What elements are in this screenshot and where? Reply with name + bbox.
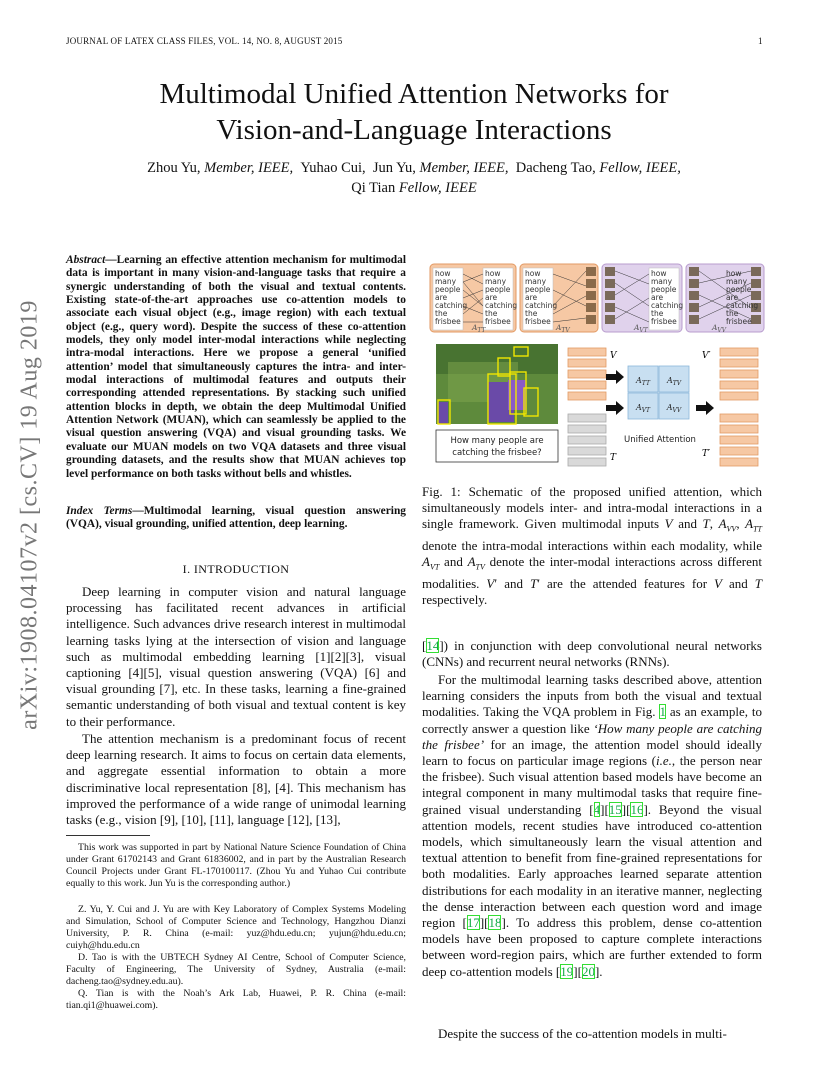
word-token: frisbee <box>525 317 551 326</box>
index-terms-label: Index Terms <box>66 505 133 517</box>
word-token: are <box>651 293 664 302</box>
feature-bar <box>568 370 606 378</box>
figure-caption: Fig. 1: Schematic of the proposed unified attention, which simultaneously models inter- and intra-modal interactions in a single framework. Given multimodal inputs V and T, $A_{VV}$, $A_{TT}$ denote the intra-modal interactions within each modality, while $A_{VT}$ and $A_{TV}$ denote the inter-modal interactions across different modalities. V′ and T′ are the attended features for V and T respectively. <box>422 484 763 608</box>
word-token: many <box>485 277 507 286</box>
question-line-1: How many people are <box>450 436 544 446</box>
feature-bar <box>720 392 758 400</box>
matrix-atv: $A_{TV}$ <box>666 376 682 387</box>
title-line-1: Multimodal Unified Attention Networks for <box>159 78 669 110</box>
feature-bar <box>720 359 758 367</box>
label-v-prime: V′ <box>702 351 711 361</box>
word-token: many <box>435 277 457 286</box>
label-t-prime: T′ <box>702 449 711 459</box>
word-token: the <box>726 309 739 318</box>
word-token: catching <box>435 301 468 310</box>
index-terms <box>66 505 406 532</box>
feature-bar <box>720 425 758 433</box>
body-paragraph-attention: For the multimodal learning tasks described above, attention learning considers the inputs from both the visual and textual modalities. Taking the VQA problem in Fig. 1 as an example, to correctly answer a question like ‘How many people are catching the frisbee’ for an image, the attention model should ideally learn to focus on particular image regions (i.e., the person near the frisbee). Such visual attention based models have become an integral component in many multimodal tasks that require fine-grained visual understanding [4][15][16]. Beyond the visual attention models, recent studies have introduced co-attention models, which simultaneously learn the visual attention and textual attention to benefit from fine-grained representations for both modalities. Early approaches learned separate attention distributions for each modality in an iterative manner, neglecting the dense interaction between each question word and image region [17][18]. To address this problem, dense co-attention models have been proposed to capture complete interactions between word-region pairs, which are further extended to form deep co-attention models [19][20]. <box>422 672 763 979</box>
author-name: Jun Yu, <box>372 160 416 176</box>
feature-bar <box>720 458 758 466</box>
body-paragraph-continuation: [14]) in conjunction with deep convolutional neural networks (CNNs) and recurrent neural networks (RNNs). <box>422 638 762 670</box>
text-features-t <box>568 414 606 466</box>
intro-paragraph-1: Deep learning in computer vision and natural language processing has facilitated recent advances in artificial intelligence. Such advances drive research interest in multimodal learning tasks lying at the intersection of vision and language such as multimodal embedding learning [1][2][3], visual captioning [4][5], visual question answering (VQA) [6] and visual grounding [7], etc. In these tasks, learning a fine-grained semantic understanding of both visual and textual content is key to their performance. <box>66 584 406 729</box>
figure-1-schematic <box>428 262 766 474</box>
author-name: Qi Tian <box>351 180 396 196</box>
feature-bar <box>720 370 758 378</box>
word-token: many <box>726 277 748 286</box>
footnote-funding: This work was supported in part by National Nature Science Foundation of China under Grant 61702143 and Grant 61836002, and in part by the Australian Research Council Projects under Grant FL-170100117. (Zhou Yu and Yuhao Cui contribute equally to this work. Jun Yu is the corresponding author.) <box>66 842 406 889</box>
word-token: catching <box>485 301 518 310</box>
question-box <box>436 430 558 462</box>
author-name: Zhou Yu, <box>147 160 201 176</box>
arxiv-stamp <box>4 280 56 750</box>
feature-bar <box>568 348 606 356</box>
label-avv: $A_{VV}$ <box>712 323 727 334</box>
feature-bar <box>720 436 758 444</box>
matrix-avv: $A_{VV}$ <box>666 403 682 414</box>
authors-line-1 <box>0 158 828 178</box>
matrix-avt: $A_{VT}$ <box>635 403 651 414</box>
footnote-rule <box>66 835 150 836</box>
author-name: Dacheng Tao, <box>515 160 596 176</box>
word-token: catching <box>651 301 684 310</box>
text-features-t-prime <box>720 414 758 466</box>
word-token: many <box>651 277 673 286</box>
word-token: the <box>485 309 498 318</box>
feature-bar <box>568 381 606 389</box>
label-t: T <box>610 453 617 463</box>
word-token: the <box>651 309 664 318</box>
author-role: Fellow, IEEE, <box>599 160 681 176</box>
question-line-2: catching the frisbee? <box>452 448 542 458</box>
author-role: Member, IEEE, <box>204 160 294 176</box>
footnote-affiliation-huawei: Q. Tian is with the Noah’s Ark Lab, Huawei, P. R. China (e-mail: tian.qi1@huawei.com). <box>66 988 406 1011</box>
author-list <box>0 158 828 198</box>
word-token: catching <box>525 301 558 310</box>
authors-line-2 <box>0 178 828 198</box>
feature-bar <box>720 447 758 455</box>
matrix-att: $A_{TT}$ <box>636 376 650 387</box>
feature-bar <box>720 414 758 422</box>
section-heading-introduction: I. INTRODUCTION <box>182 562 290 576</box>
intro-paragraph-2: The attention mechanism is a predominant focus of recent deep learning research. It aims to focus on certain data elements, and aggregate essential information to obtain a more discriminative local representation [8], [4]. This mechanism has improved the performance of a wide range of unimodal learning tasks (e.g., vision [9], [10], [11], language [12], [13], <box>66 731 406 828</box>
word-token: people <box>435 285 461 294</box>
feature-bar <box>720 348 758 356</box>
word-token: the <box>435 309 448 318</box>
feature-bar <box>568 425 606 433</box>
label-v: V <box>610 351 617 361</box>
author-name: Yuhao Cui, <box>300 160 366 176</box>
word-token: frisbee <box>651 317 677 326</box>
word-token: frisbee <box>435 317 461 326</box>
word-token: how <box>525 269 541 278</box>
word-token: are <box>525 293 538 302</box>
visual-features-v <box>568 348 606 400</box>
feature-bar <box>568 436 606 444</box>
word-token: how <box>726 269 742 278</box>
word-token: frisbee <box>485 317 511 326</box>
word-token: people <box>485 285 511 294</box>
word-token: the <box>525 309 538 318</box>
title-line-2: Vision-and-Language Interactions <box>216 114 612 146</box>
abstract-label: Abstract <box>66 254 106 266</box>
word-token: people <box>726 285 752 294</box>
label-avt: $A_{VT}$ <box>634 323 648 334</box>
frisbee-photo <box>436 344 558 424</box>
feature-bar <box>568 447 606 455</box>
running-header: JOURNAL OF LATEX CLASS FILES, VOL. 14, NO. 8, AUGUST 2015 <box>66 36 343 46</box>
feature-bar <box>568 359 606 367</box>
abstract <box>66 254 406 481</box>
feature-bar <box>720 381 758 389</box>
abstract-text: —Learning an effective attention mechanism for multimodal data is important in many vision-and-language tasks that require a synergic understanding of both the visual and textual contents. Existing state-of-the-art approaches use co-attention models to associate each visual object (e.g., image region) with each textual object (e.g., query word). Despite the success of these co-attention models, they only model inter-modal interactions while neglecting intra-modal interactions. Here we propose a general ‘unified attention’ model that simultaneously captures the intra- and inter-modal interactions of multimodal features and outputs their corresponding attended representations. By stacking such unified attention blocks in depth, we obtain the deep Multimodal Unified Attention Network (MUAN), which can seamlessly be applied to the visual question answering (VQA) and visual grounding tasks. We evaluate our MUAN models on two VQA datasets and three visual grounding datasets, and the results show that MUAN achieves top level performance on both tasks without bells and whistles. <box>66 254 406 480</box>
feature-bar <box>568 458 606 466</box>
footnote-affiliation-sydney: D. Tao is with the UBTECH Sydney AI Centre, School of Computer Science, Faculty of Engineering, The University of Sydney, Australia (e-mail: dacheng.tao@sydney.edu.au). <box>66 952 406 987</box>
footnote-affiliation-hdu: Z. Yu, Y. Cui and J. Yu are with Key Laboratory of Complex Systems Modeling and Simulation, School of Computer Science and Technology, Hangzhou Dianzi University, P. R. China (e-mail: yuz@hdu.edu.cn; yujun@hdu.edu.cn; cuiyh@hdu.edu.cn <box>66 904 406 951</box>
unified-attention-label: Unified Attention <box>624 435 696 445</box>
feature-bar <box>568 414 606 422</box>
word-token: people <box>651 285 677 294</box>
feature-bar <box>568 392 606 400</box>
label-att: $A_{TT}$ <box>472 323 486 334</box>
word-token: are <box>726 293 739 302</box>
word-token: catching <box>726 301 759 310</box>
label-atv: $A_{TV}$ <box>556 323 570 334</box>
body-paragraph-despite: Despite the success of the co-attention models in multi- <box>438 1026 727 1041</box>
word-token: how <box>485 269 501 278</box>
paper-title <box>0 76 828 148</box>
word-token: are <box>435 293 448 302</box>
author-role: Fellow, IEEE <box>398 180 477 196</box>
word-token: people <box>525 285 551 294</box>
word-token: are <box>485 293 498 302</box>
index-terms-text: —Multimodal learning, visual question answering (VQA), visual grounding, unified attention, deep learning. <box>66 505 406 531</box>
unified-attention-matrix <box>624 366 696 445</box>
attention-panel-vv <box>686 264 764 332</box>
word-token: how <box>651 269 667 278</box>
word-token: frisbee <box>726 317 752 326</box>
author-role: Member, IEEE, <box>419 160 509 176</box>
page-number: 1 <box>758 36 763 46</box>
word-token: how <box>435 269 451 278</box>
visual-features-v-prime <box>720 348 758 400</box>
arxiv-id: arXiv:1908.04107v2 [cs.CV] 19 Aug 2019 <box>16 300 43 730</box>
word-token: many <box>525 277 547 286</box>
